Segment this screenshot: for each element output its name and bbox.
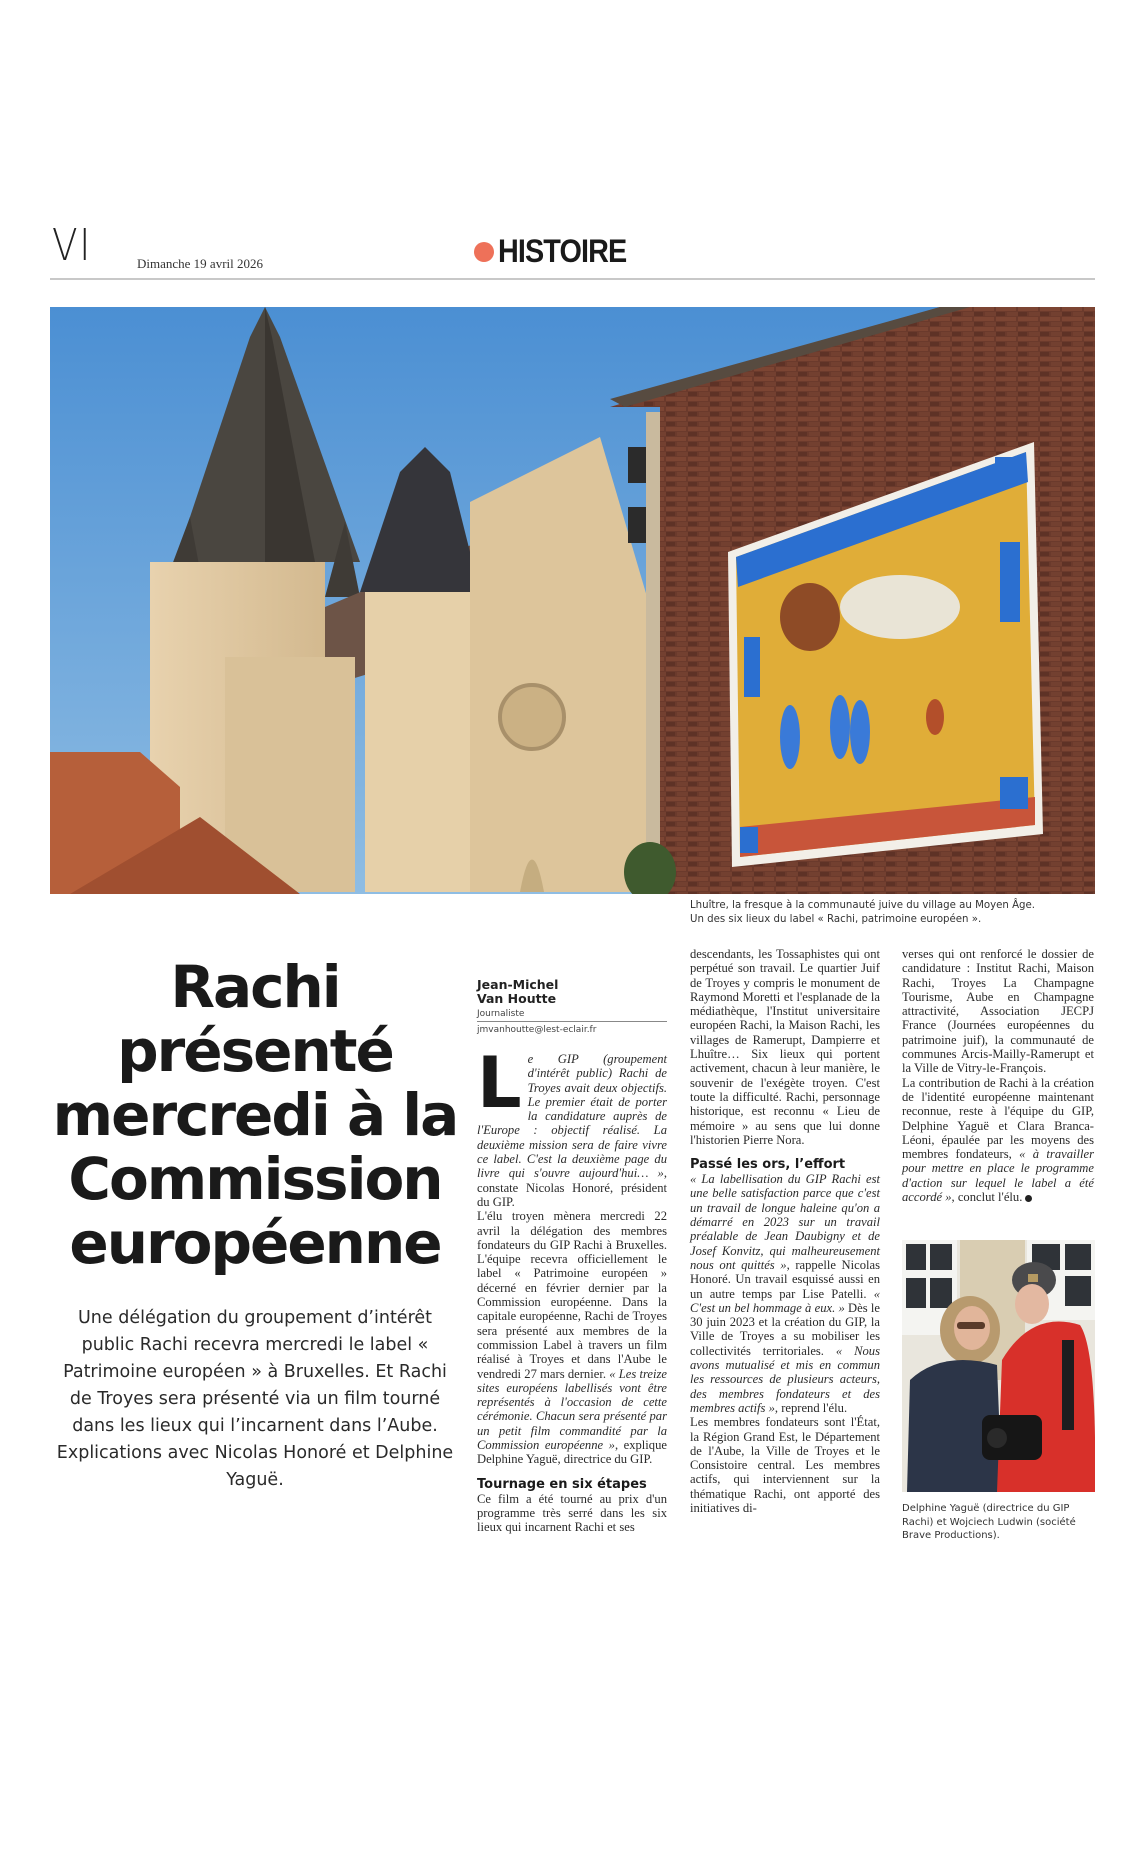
paragraph-text: , conclut l'élu. [951, 1190, 1023, 1205]
hero-photo-caption [690, 899, 1035, 927]
paragraph [477, 1209, 667, 1466]
headline-line: présenté [117, 1017, 393, 1085]
section-label: HISTOIRE [498, 233, 627, 269]
page-number: VI [52, 220, 93, 271]
paragraph-text: , rappelle Nicolas Honoré. Un travail esquissé aussi en un autre temps par Lise Patelli. [690, 1257, 880, 1301]
article-headline [50, 955, 460, 1275]
headline-line: Commission [68, 1145, 442, 1213]
paragraph-text: La contribution de Rachi à la création de l'identité européenne maintenant reconnue, reste à l'équipe du GIP, Delphine Yaguë et Clara Branca-Léoni, épaulée par les moyens des membres fondateurs, [902, 1075, 1094, 1162]
paragraph-text: L'élu troyen mènera mercredi 22 avril la délégation des membres fondateurs du GIP Rachi à Bruxelles. L'équipe recevra officiellement le label « Patrimoine européen » décerné en février dernier par la Commission européenne. Dans la capitale européenne, Rachi de Troyes sera présenté aux membres de la commission Label à travers un film réalisé à Troyes et dans l'Aube le vendredi 27 mars dernier. [477, 1209, 667, 1381]
church-and-fresco-illustration [50, 307, 1095, 894]
paragraph [477, 1042, 667, 1209]
caption-line: Lhuître, la fresque à la communauté juive du village au Moyen Âge. [690, 900, 1036, 911]
paragraph: verses qui ont renforcé le dossier de candidature : Institut Rachi, Maison Rachi, Troyes La Champagne Tourisme, Aube en Champagne attractivité, Association JECPJ France (Journées européennes du patrimoine juif), la communauté de communes Arcis-Mailly-Ramerupt et la Ville de Vitry-le-François. [902, 947, 1094, 1076]
paragraph [902, 1076, 1094, 1205]
paragraph-text: , explique Delphine Yaguë, directrice du GIP. [477, 1438, 667, 1467]
paragraph-text: , constate Nicolas Honoré, président du GIP. [477, 1166, 667, 1209]
article-column-3 [902, 947, 1094, 1204]
section-heading [474, 233, 641, 270]
subheading: Tournage en six étapes [477, 1476, 647, 1492]
article-standfirst: Une délégation du groupement d’intérêt public Rachi recevra mercredi le label « Patrimoine européen » à Bruxelles. Et Rachi de Troyes sera présenté via un film tourné dans les lieux qui l’incarnent dans l’Aube. Explications avec Nicolas Honoré et Delphine Yaguë. [56, 1308, 454, 1490]
article-column-1 [477, 1042, 668, 1535]
header-divider [50, 278, 1095, 280]
dropcap: L [477, 1042, 522, 1124]
issue-date: Dimanche 19 avril 2026 [137, 256, 263, 271]
quote: e GIP (groupement d'intérêt public) Rachi de Troyes avait deux objectifs. Le premier était de porter la candidature auprès de l'Europe : objectif réalisé. La deuxième mission sera de faire vivre ce label. C'est la deuxième page du livre qui s'ouvre aujourd'hui… » [477, 1052, 667, 1181]
portrait-photo [902, 1240, 1095, 1492]
hero-photo [50, 307, 1095, 894]
paragraph: Ce film a été tourné au prix d'un programme très serré dans les six lieux qui incarnent Rachi et ses [477, 1491, 667, 1535]
portrait-photo-caption: Delphine Yaguë (directrice du GIP Rachi) et Wojciech Ludwin (société Brave Productions). [902, 1503, 1076, 1541]
author-name-line1: Jean-Michel [477, 977, 559, 992]
quote: « C'est un bel hommage à eux. » [690, 1286, 880, 1315]
section-dot-icon [474, 242, 494, 262]
quote: « Nous avons mutualisé et mis en commun les ressources de plusieurs acteurs, des membres fondateurs et des membres actifs » [690, 1343, 881, 1415]
paragraph: descendants, les Tossaphistes qui ont perpétué son travail. Le quartier Juif de Troyes y compris le monument de Raymond Moretti et l'esplanade de la médiathèque, l'Institut universitaire européen Rachi, la Maison Rachi, les villages de Ramerupt, Dampierre et Lhuître… Six lieux qui portent activement, chacun à leur manière, le souvenir de l'exégète troyen. C'est toute la difficulté. Rachi, personnage historique, est reconnu « Lieu de mémoire » au sens que lui donne l'historien Pierre Nora. [690, 947, 880, 1147]
quote: « La labellisation du GIP Rachi est une belle satisfaction parce que c'est un travail de longue haleine qu'on a démarré en 2023 sur un travail préalable de Jean Daubigny et de Josef Konvitz, qui malheureusement nous ont quittés » [690, 1172, 880, 1272]
headline-line: européenne [69, 1209, 441, 1277]
paragraph: Les membres fondateurs sont l'État, la Région Grand Est, le Département de l'Aube, la Ville de Troyes et le Consistoire central. Les membres actifs, qui interviennent sur la thématique Rachi, ont apporté des initiatives di- [690, 1415, 880, 1515]
quote: « à travailler pour mettre en place le programme d'action sur lequel le label a été accordé » [902, 1147, 1095, 1205]
author-email-link[interactable]: jmvanhoutte@lest-eclair.fr [477, 1025, 597, 1035]
quote: « Les treize sites européens labellisés vont être représentés à l'occasion de cette cérémonie. Chacun sera présenté par un petit film commandité par la Commission européenne » [477, 1366, 668, 1453]
byline [477, 978, 667, 1035]
author-role: Journaliste [477, 1006, 667, 1022]
two-people-with-camera-illustration [902, 1240, 1095, 1492]
article-column-2 [690, 947, 880, 1515]
headline-line: Rachi [170, 953, 340, 1021]
subheading: Passé les ors, l’effort [690, 1157, 846, 1173]
paragraph-text: Dès le 30 juin 2023 et la création du GIP, la Ville de Troyes a su mobiliser les collectivités territoriales. [690, 1300, 880, 1358]
headline-line: mercredi à la [52, 1081, 458, 1149]
author-name-line2: Van Houtte [477, 991, 557, 1006]
paragraph-text: , reprend l'élu. [774, 1400, 848, 1415]
end-of-article-bullet-icon [1025, 1195, 1032, 1202]
caption-line: Un des six lieux du label « Rachi, patrimoine européen ». [690, 914, 982, 925]
paragraph [690, 1172, 880, 1415]
